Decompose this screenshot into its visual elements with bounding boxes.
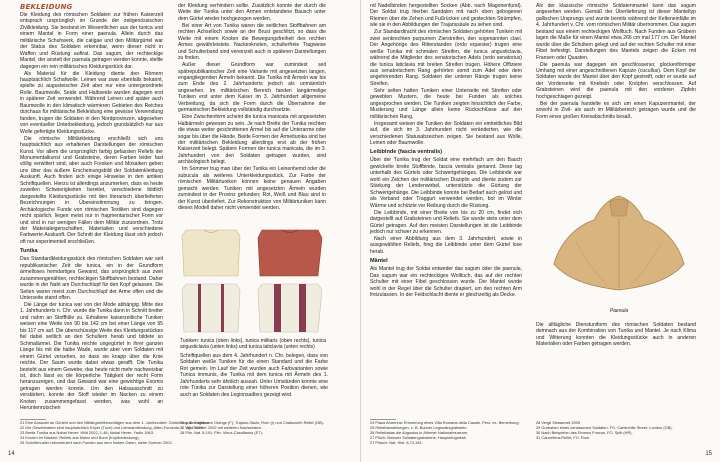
subheading-leibbinde: Leibbinde (fascia ventralis) [370,149,443,156]
paragraph: Insgesamt weisen die Tuniken der Soldaten ein einheitliches Bild auf, die sich im 3. Jahrhundert nicht veränderten, wie die verschiedenen Statusabzeichen zeigen. Sie bestand aus Wolle, Leinen oder Baumwolle. [370,120,522,147]
footnotes-right [370,421,525,446]
tunica-laticlavia-icon [258,284,322,332]
footnote: 26 Reliefdatas die Augustus in Athener Nationalmuseum. [370,429,469,435]
footnote: 28 Plin. Nat. 8,191; Plin. Vieux-Claudianus (ET). [180,429,263,435]
paragraph: nd Nadelbinden hergestellten Socken (Abb. nach Magonenfund). Der Soldat trug hierbei Sandalen mit nach oben gebogenen Riemen über die Zehen und Fußrücken und gesteckten Strümpfen, wie sie in den Abbildungen der Trajanssäule zu sehen sind. [370,3,522,29]
tunica-angusticlavia-icon [182,284,240,332]
tunica-militaris-icon [258,230,322,276]
right-column-2 [536,3,696,189]
paenula-illustration [546,190,692,308]
paragraph: Bei einer Art von Tunika waren die seitlichen Stoffbahnen am rechten Achselloch sowie an der Brust geschlitzt, so dass die Weite mit einem Knoten die Bewegungsfreiheit des rechten Armes gewährleistete. Nackenknoten, schulterfreie Tragweise und Schulterband sind vereinzelt auch in späteren Darstellungen zu finden. [178,22,326,62]
paragraph: Schriftquellen aus dem 4. Jahrhundert n. Chr. belegen, dass von Soldaten weiße Tuniken für die einen Standard und die Farbe Rot gemein. Im Lauf der Zeit wurden auch Farbvarianten sowie Tunica immunis, die Tunika mit dem tunica mit Ärmeln des 1. Jahrhunderts sehr ähnlich aussah. Unter Umständen konnte eine rote Tunika zur Darstellung einer höheren Position dienen, wie auch an Soldaten des Legionsadlers gezeigt wird. [180,353,328,398]
footnote: 28 Vergil Strassmeil 2005 [536,420,581,425]
paragraph: Als Mantel trug der Soldat entweder das sagum oder die paenula. Das sagum war ein rechteckiges Wolltuch, das auf der rechten Schulter mit einer Fibel geschlossen wurde. Der Mantel wurde wohl in der Regel über die Schulter drapiert, um den rechten Arm freizulassen. In der Feldschlacht diente er gleichzeitig als Decke. [370,266,522,299]
paragraph: Als Material für die Kleidung diente den Römern hauptsächlich Schafwolle. Leinen war zwar ebenfalls bekannt, spielte zu augusteischer Zeit aber nur eine untergeordnete Rolle. Baumwolle, Seide und Halbseide wurden dagegen erst in späterer Zeit verwendet. Während Leinen und später auch Baumwolle in den klimatisch wärmeren Gebieten des Reiches durchaus für militärische Bekleidung eine gewisse Verwendung fanden, trugen die Soldaten in den Nordprovinzen, abgesehen von eventueller Unterbekleidung, jedoch grundsätzlich nur aus Wolle gefertigte Kleidungsstücke. [20,70,163,135]
left-column-2 [178,3,326,227]
page-number: 15 [705,451,712,457]
paragraph: Außer dieser Grundform war zumindest seit spätrepublikanischer Zeit eine Variante mit angesetzten langen, engangliegenden Ärmeln bekannt. Die Tunika mit Ärmeln war bis zum Ende des 2. Jahrhunderts jedoch als unmännlich angesehen. Im militärischen Bereich fanden langärmelige Tuniken erst unter dem Kaiser im 3. Jahrhundert allgemeine Verbreitung, da sich die Form durch die Übernahme der germanischen Bekleidung vollständig durchsetzte. [178,62,326,114]
right-column-2-tail [536,322,696,412]
left-column-2-tail [180,353,328,415]
footnote: 29 Gurbaben eines verlassenen Soldaten: FO. Canterville Street, London (GB). [536,424,673,430]
footnote: 24 Knoten im Nacken: Reliefs aus Mainz und Bonn (Kopfbedeckung). [20,434,140,440]
right-page [360,0,720,462]
footnote: 30 Nach Beispielen des Emmus Funcus, FO. Split (HR). [536,429,633,435]
footnotes-left-2 [180,421,328,436]
paragraph: Die alltägliche Dienstuniform des römischen Soldaten bestand demnach aus der Kombination von Tunika und Mantel. Je nach Klima und Witterung konnten die Kleidungsstücke auch in anderen Materialien oder Farben getragen werden. [536,322,696,348]
right-column-1 [370,3,522,415]
page-number: 14 [8,451,15,457]
left-column-1 [20,3,163,415]
tunics-illustration [180,226,326,336]
paragraph: Die römische Militärkleidung erschließt sich uns hauptsächlich aus erhaltenen Darstellungen der römischen Kunst. Vor allem die ursprünglich farbig gefassten Reliefs der Monumentalkunst und Grabsteine, deren Farben leider fast völlig verwittert sind, aber auch Fresken und Mosaiken geben uns über das äußere Erscheinungsbild der Soldatenkleidung Auskunft. Auch finden sich einige Hinweise in den antiken Schriftquellen. Hierzu ist allerdings anzumerken, dass es heute zuweilen Schwierigkeiten bereitet, verschiedene bildlich dargestellte Kleidungsstücke mit den literarisch überlieferten Bezeichnungen in Übereinstimmung zu bringen. Archäologische Funde von römischen Textilien sind dagegen recht spärlich, liegen meist nur in fragmentarischer Form vor und sind in nur wenigen Fällen dem Militär zuzuordnen. Trotz der Materialeigenschaften, Materialien und verschiedene Farbwerte Auskunft. Der Schnitt der Kleidung lässt sich jedoch oft nur experimentell erschließen. [20,135,163,245]
paragraph: Sehr selten hatten Tuniken einer Unterseite mit Streifen oder gewebten Mustern, die heute bei Funden als solches angesprochen werden. Die Tuniken zeigten hinsichtlich der Farbe, Musterung und Länge allein keine Rückschlüsse auf den militärischen Rang. [370,87,522,120]
footnote: 25 Schnittmuster rekonstruiert nach Funden aus dem Nahen Osten, siehe Sumner 2002. [20,439,173,445]
footnote: 27 Vgl. Sumner 2002 mit weiteren Nachweisen. [180,424,262,430]
subheading-tunika: Tunika [20,248,38,255]
paragraph: Zur Standardtracht des römischen Soldaten gehörten Tuniken mit zwei senkrechten purpurnen Zierstreifen, den sogenannten clavi. Der Angehörige des Ritterstandes (ordo equester) trugen eine weiße Tunika mit schmalen Streifen, die tunica angusticlavia, während die Mitglieder des senatorischen Adels (ordo senatorius) die tunica laticlavia mit breiten Streifen trugen. Höhere Offiziere aus senatorischem Rang gehörten somit zum Adel oder dem angehörenden Rang. Soldaten der unteren Ränge trugen keine Streifen. [370,29,522,87]
footnotes-right-2 [536,421,696,441]
footnotes-left [20,420,210,446]
footnote: 24 Piaza Armerina: Erinnerung eines Villa Romana della Casale, Pers. ex. Bemerkung. [370,420,520,425]
paragraph: Die paenula war dagegen ein geschlossener, glockenförmiger Umhang mit einer angeschnittenen Kapuze (cucullus). Dem Kopf der Soldaten wurde der Mantel über den Kopf gestreift, oder er wurde auf der Vorderseite mit Knebeln oder Knöpfen verschlossen. Auf Grabsteinen wird die paenula mit den vorderen Zipfeln hochgeschlagen gezeigt. [536,61,696,100]
paenula-cloak-icon [554,196,684,290]
paragraph: Die Kleidung des römischen Soldaten zur frühen Kaiserzeit entsprach ursprünglich im Grunde der zeitgenössischen Zivilkleidung. Sie bestand im Wesentlichen aus der tunica und einem Mantel in Form einer paenula. Allein durch das militärische Schuhwerk, die caligae und den Militärgürtel war der Status des Soldaten erkennbar, wenn dieser nicht in Waffen und Rüstung auftrat. Das sagum, der rechteckige Mantel, der anstelt der paenula getragen werden konnte, stellte dagegen ein rein militärisches Kleidungsstück dar. [20,12,163,70]
paragraph: Eine Zwischenform scheint die tunica manicata mit angesetzten Halbärmeln gewesen zu sein. Je nach Breite der Tunika reichten die etwas weiter geschnittenen Ärmel bis auf die Unterarme oder sogar bis über die Hände. Beide Formen der Ärmeltunika sind bei der militärischen Bekleidung allerdings erst ab der frühen Kaiserzeit belegt. Spätere Formen der tunica manicata, die im 3. Jahrhundert von den Soldaten getragen wurden, sind archäologisch belegt. [178,114,326,166]
footnote: 27 Plüsch: Nat. Hist. 8,73,193. [370,439,423,445]
tunica-plain-icon [182,230,240,276]
paragraph: Die Länge der tunica war von der Mode abhängig. Mitte des 1. Jahrhunderts n. Chr. wurde die Tunika dann in Schnitt breiter und nahm an Stofffülle zu. Erhaltene kaiserzeitliche Tuniken weisen eine Weite von 90 bis 142 cm bei einer Länge von 95 bis 117 cm auf. Die überschüssige Weite des Kleidungsstückes fiel dabei seitlich an den Schultern herab und bildete so Schmalärmel. Die Tunika reichte ungegürtet in ihrer ganzen Länge bis mit die halbe Wade, wurde aber vom Soldaten mit einem Gürtel versehen, so dass sie knapp über die Knie reichte. Der Saum wurde dabei etwas gerafft. Die Tunika besteht aus einem Gewebe, das heute nicht mehr nachweisbar ist, doch lässt es die körperliche Tätigkeit der recht Form heranzuzeigen, und das Gewand war eine gewichtige Exomis getragen werden konnte. Um den Halsausschnitt zu verstärken, konnte der Stoff wieder im Nacken zu einem Knoten zusammengefasst werden, was wohl an Heruntenrutschen [20,301,163,412]
footnote: 21 Eine Auswahl an Gürteln und den Militärgürtelbeschlägen aus dem 1. Jahrhundert: Gürtel/cingulum militare [20,420,210,425]
footnote: 26 z. B. Sagen von Orange (F), Trajans-Säule, Rom (I) und Chatsworth Relief (GB). [180,420,325,425]
tunics-caption: Tuniken: tunica (oben links), tunica militaris (oben rechts), tunica angusticlavia (unten links) und tunica laticlavia (unten rechts) [180,338,326,351]
footnote: 25 Reliefdarstellungen, z. B. Bonner Legionärsgrabstein. [370,424,468,430]
paragraph: Als der klassische römische Soldatenmantel kann das sagum angesehen werden. Gemäß der Überlieferung ist dieser Manteltyp gallischen Ursprungs und wurde bereits während der Kelteneinfälle im 4. Jahrhundert v. Chr. vom römischen Militär übernommen. Das sagum bestand aus einem rechteckigen Wolltuch. Nach Funden aus Gräbern lagen die Maße für einen Mantel etwa 266 cm mal 177 cm. Der Mantel wurde über die Schultern gelegt und auf der rechten Schulter mit einer Fibel befestigt. Darstellungen des Mantels zeigen die Ecken mit Fransen oder Quasten. [536,3,696,61]
paenula-caption: Paenula [609,308,629,314]
paragraph: Das Standardkleidungsstück des römischen Soldaten war seit republikanischer Zeit die tunica, ein in der Grundform ärmelloses hemdartiges Gewand, das ursprünglich aus zwei zusammengenähten, rechteckigen Stoffbahnen bestand. Daher wurde in der Naht am Durchschlupf für den Kopf gelassen. Die Seiten waren meist zum Durchschlupf der Arme offen und die Unterseite stand offen. [20,256,163,302]
section-heading: BEKLEIDUNG [20,3,73,11]
paragraph: Im Sommer trug man über der Tunika ein Leinenhemd oder die subucula als weiteres Unterkleidungsstück. Zur Farbe der römischen Militärtuniken können keine genauen Angaben gemacht werden. Tuniken mit angesetzten Ärmeln wurden zumindest in der Provinz gefunden; Rot, Weiß und Blau sind in der Kunst überliefert. Zur Rekonstruktion von Militärtuniken kann dieses Modell daher nicht verwendet werden. [178,166,326,212]
subheading-maentel: Mäntel [370,258,388,265]
paragraph: Bei der paenula handelte es sich um einen Kapuzenmantel, der sowohl in Zivil- als auch im Militärbereich getragen wurde und die Form eines großen Kreisabschnitts besaß. [536,100,696,120]
paragraph: Nach einer Abbildung aus dem 3. Jahrhundert, sowie in ausgewählten Reliefs, hing die Leibbinde unter dem Gürtel lose herab. [370,235,522,255]
paragraph: Die Leibbinde, mit einer Breite von bis zu 20 cm, findet sich dargestellt auf Grabsteinen und Reliefs. Sie wurde stets unter dem Gürtel getragen. Auf den meisten Darstellungen ist die Leibbinde jedoch nur schwer zu erkennen. [370,209,522,235]
footnote: 27 Plüch: Mainzer Soldatengrabsteine, Hauptzeugnisse. [370,434,467,440]
footnote: 31 Cancellera-Relief, FO. Rom. [536,434,591,440]
footnote: 23 Breite Tunika aus Nahal Hever: Wild 2002, 1-48; Nahal Hever: Yadin 1963. [20,429,154,435]
paragraph: der Kleidung verhindern sollte. Zusätzlich konnte der durch die Weite der Tunika unter den Armen entstandene Bausch unter dem Gürtel wieder hochgezogen werden. [178,3,326,22]
paragraph: Über der Tunika trug der Soldat eine mehrfach um den Bauch gewickelte breite Stoffbinde, fascia ventralis genannt. Diese lag unterhalb des Gürtels oder Schwertgehänges. Die Leibbinde war wohl ein Zeichen der militärischen Disziplin und diente zudem zur Stärkung der Lendenwirbel, unterstützte die Gürtung der Schwertgehänge. Die Leibbinde konnte bei Bedarf auch gelöst und als Verband oder Traggurt verwendet werden, bot im Winter Wärme und schützte vor Reibung durch die Rüstung. [370,157,522,209]
footnote: 22 Die Gewebearten sind hauptsächlich Köper (Tuch) und Leinwandbindung, Alten-Fundorte, s. Wild 1970. [20,424,204,430]
